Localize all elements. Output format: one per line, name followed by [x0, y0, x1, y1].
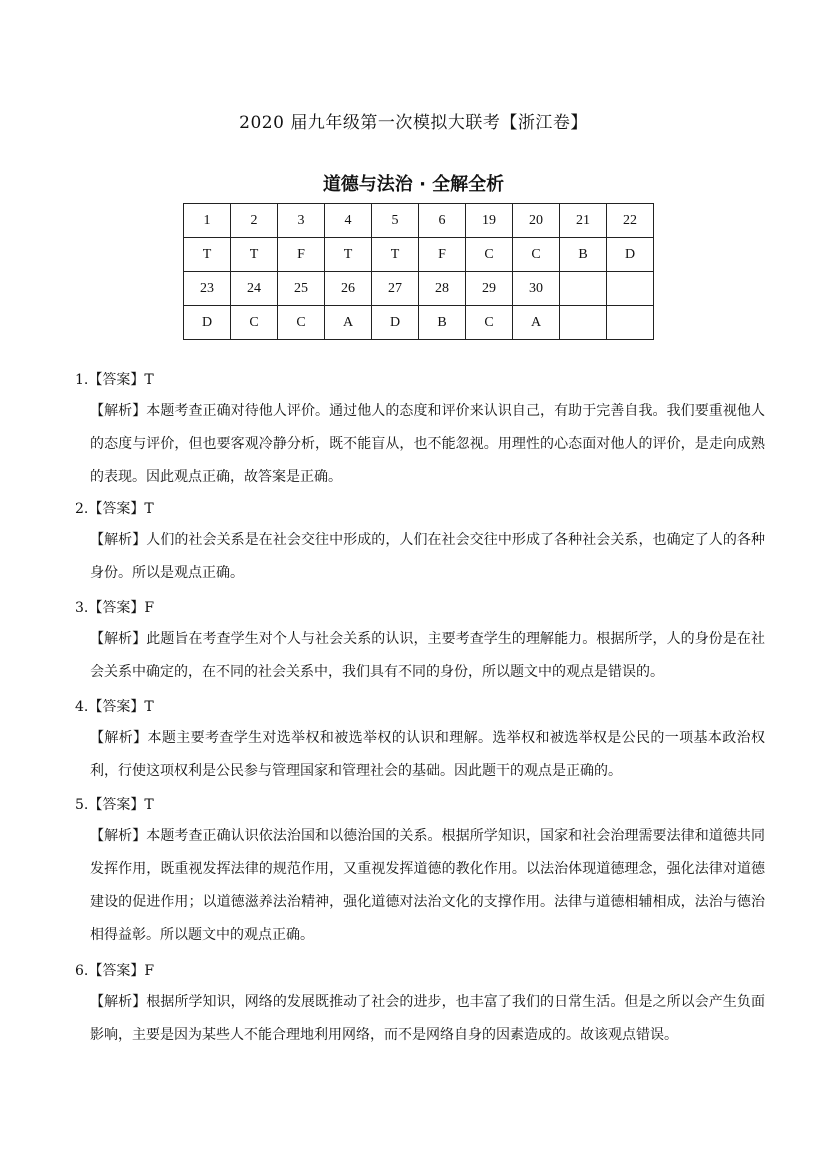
answer-cell: T — [325, 238, 372, 272]
qa-block-6 — [75, 956, 765, 1052]
explanation: 【解析】本题主要考查学生对选举权和被选举权的认识和理解。选举权和被选举权是公民的一项基本政治权利，行使这项权利是公民参与管理国家和管理社会的基础。因此题干的观点是正确的。 — [90, 730, 765, 779]
question-number-cell: 20 — [513, 204, 560, 238]
answer-line: 4.【答案】T — [75, 699, 154, 715]
question-number-cell: 19 — [466, 204, 513, 238]
question-number-cell — [560, 272, 607, 306]
qa-block-4 — [75, 692, 765, 788]
question-number-cell: 27 — [372, 272, 419, 306]
explanation: 【解析】此题旨在考查学生对个人与社会关系的认识，主要考查学生的理解能力。根据所学，人的身份是在社会关系中确定的，在不同的社会关系中，我们具有不同的身份，所以题文中的观点是错误的。 — [90, 631, 765, 680]
answer-line: 2.【答案】T — [75, 501, 154, 517]
question-number-cell: 2 — [231, 204, 278, 238]
explanation: 【解析】本题考查正确认识依法治国和以德治国的关系。根据所学知识，国家和社会治理需要法律和道德共同发挥作用，既重视发挥法律的规范作用，又重视发挥道德的教化作用。以法治体现道德理念，强化法律对道德建设的促进作用；以道德滋养法治精神，强化道德对法治文化的支撑作用。法律与道德相辅相成，法治与德治相得益彰。所以题文中的观点正确。 — [90, 828, 765, 943]
question-number-cell: 5 — [372, 204, 419, 238]
answer-cell — [560, 306, 607, 340]
answer-cell: B — [560, 238, 607, 272]
answer-cell: A — [325, 306, 372, 340]
question-number-cell: 6 — [419, 204, 466, 238]
question-number-cell: 26 — [325, 272, 372, 306]
answer-cell: F — [419, 238, 466, 272]
answer-line: 1.【答案】T — [75, 372, 154, 388]
question-number-cell: 29 — [466, 272, 513, 306]
question-number-cell: 4 — [325, 204, 372, 238]
answer-table-row — [184, 238, 654, 272]
answer-cell: C — [466, 306, 513, 340]
answer-cell: T — [231, 238, 278, 272]
answer-line: 5.【答案】T — [75, 797, 154, 813]
answer-cell: D — [607, 238, 654, 272]
question-number-cell: 22 — [607, 204, 654, 238]
question-number-cell: 30 — [513, 272, 560, 306]
question-number-cell: 25 — [278, 272, 325, 306]
page-subtitle: 道德与法治 · 全解全析 — [322, 174, 505, 195]
answer-cell: A — [513, 306, 560, 340]
page-title: 2020 届九年级第一次模拟大联考【浙江卷】 — [239, 113, 588, 133]
answer-table-row — [184, 306, 654, 340]
question-number-cell: 1 — [184, 204, 231, 238]
answer-line: 6.【答案】F — [75, 963, 155, 979]
answer-table-row — [184, 272, 654, 306]
question-number-cell — [607, 272, 654, 306]
qa-block-2 — [75, 494, 765, 590]
answer-cell: C — [278, 306, 325, 340]
explanation: 【解析】根据所学知识，网络的发展既推动了社会的进步，也丰富了我们的日常生活。但是之所以会产生负面影响，主要是因为某些人不能合理地利用网络，而不是网络自身的因素造成的。故该观点错误。 — [90, 994, 765, 1043]
answer-cell: T — [372, 238, 419, 272]
explanation: 【解析】本题考查正确对待他人评价。通过他人的态度和评价来认识自己，有助于完善自我。我们要重视他人的态度与评价，但也要客观冷静分析，既不能盲从，也不能忽视。用理性的心态面对他人的评价，是走向成熟的表现。因此观点正确，故答案是正确。 — [90, 403, 765, 485]
question-number-cell: 21 — [560, 204, 607, 238]
qa-block-5 — [75, 790, 765, 952]
answer-cell: D — [184, 306, 231, 340]
qa-block-1 — [75, 365, 765, 494]
answer-table — [183, 203, 654, 340]
answer-table-row — [184, 204, 654, 238]
question-number-cell: 24 — [231, 272, 278, 306]
qa-block-3 — [75, 593, 765, 689]
answer-cell: C — [231, 306, 278, 340]
answer-line: 3.【答案】F — [75, 600, 155, 616]
question-number-cell: 28 — [419, 272, 466, 306]
answer-cell: T — [184, 238, 231, 272]
answer-cell: C — [466, 238, 513, 272]
answer-cell — [607, 306, 654, 340]
answer-cell: F — [278, 238, 325, 272]
answer-cell: C — [513, 238, 560, 272]
explanation: 【解析】人们的社会关系是在社会交往中形成的，人们在社会交往中形成了各种社会关系，也确定了人的各种身份。所以是观点正确。 — [90, 532, 765, 581]
question-number-cell: 23 — [184, 272, 231, 306]
answer-cell: D — [372, 306, 419, 340]
question-number-cell: 3 — [278, 204, 325, 238]
answer-cell: B — [419, 306, 466, 340]
